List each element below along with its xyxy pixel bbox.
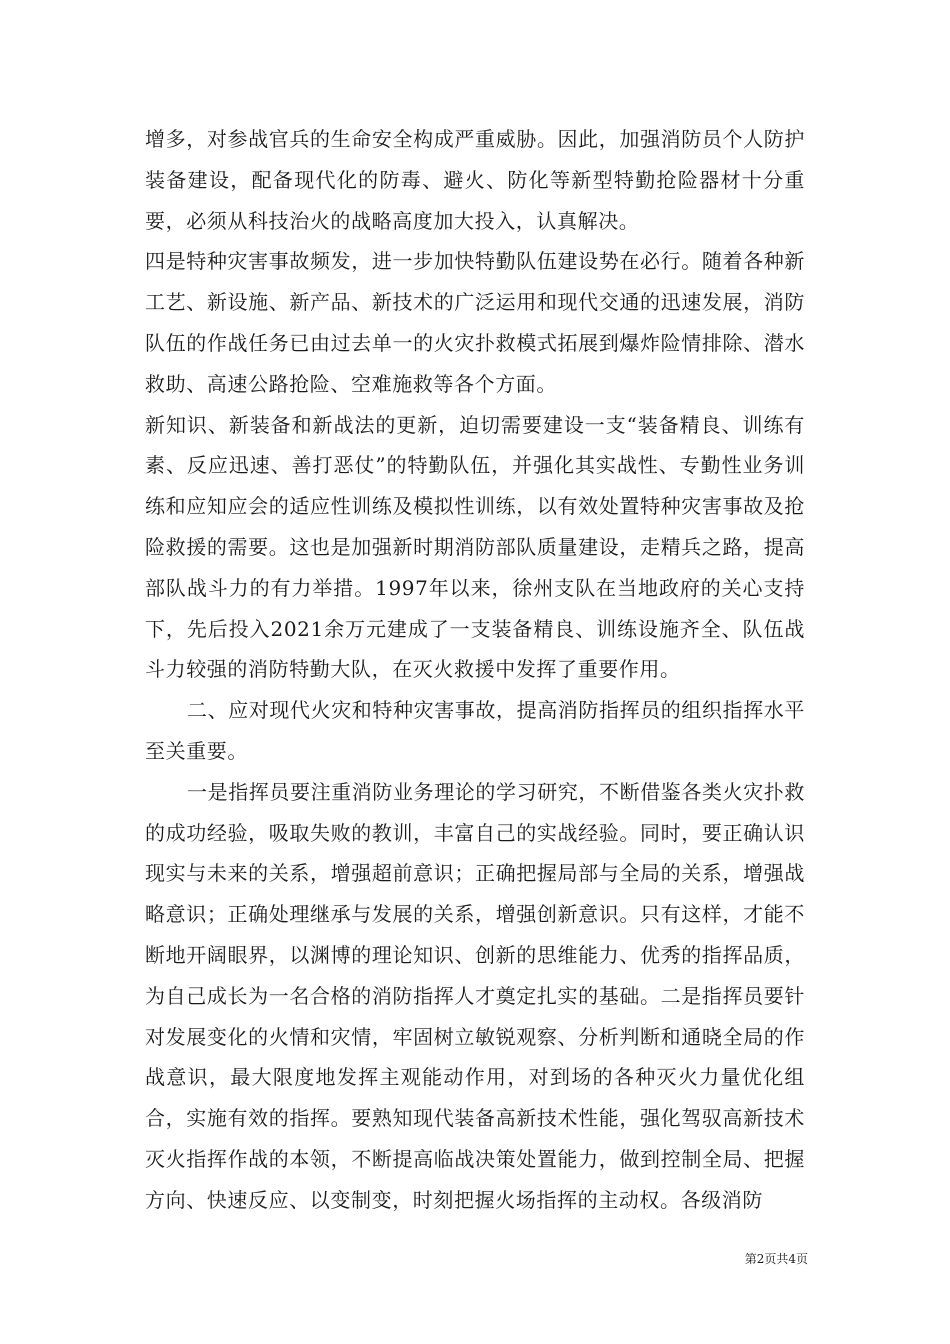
section-heading-2: 二、应对现代火灾和特种灾害事故，提高消防指挥员的组织指挥水平至关重要。 <box>145 698 805 763</box>
paragraph-2: 四是特种灾害事故频发，进一步加快特勤队伍建设势在必行。随着各种新工艺、新设施、新产品、新技术的广泛运用和现代交通的迅速发展，消防队伍的作战任务已由过去单一的火灾扑救模式拓展到爆炸险情排除、潜水救助、高速公路抢险、空难施救等各个方面。 <box>145 249 805 396</box>
document-body <box>145 119 805 1221</box>
paragraph-3: 新知识、新装备和新战法的更新，迫切需要建设一支“装备精良、训练有素、反应迅速、善打恶仗”的特勤队伍，并强化其实战性、专勤性业务训练和应知应会的适应性训练及模拟性训练，以有效处置特种灾害事故及抢险救援的需要。这也是加强新时期消防部队质量建设，走精兵之路，提高部队战斗力的有力举措。1997年以来，徐州支队在当地政府的关心支持下，先后投入2021余万元建成了一支装备精良、训练设施齐全、队伍战斗力较强的消防特勤大队，在灭火救援中发挥了重要作用。 <box>145 412 805 682</box>
paragraph-1: 增多，对参战官兵的生命安全构成严重威胁。因此，加强消防员个人防护装备建设，配备现代化的防毒、避火、防化等新型特勤抢险器材十分重要，必须从科技治火的战略高度加大投入，认真解决。 <box>145 127 805 233</box>
paragraph-5: 一是指挥员要注重消防业务理论的学习研究，不断借鉴各类火灾扑救的成功经验，吸取失败的教训，丰富自己的实战经验。同时，要正确认识现实与未来的关系，增强超前意识；正确把握局部与全局的关系，增强战略意识；正确处理继承与发展的关系，增强创新意识。只有这样，才能不断地开阔眼界，以渊博的理论知识、创新的思维能力、优秀的指挥品质，为自己成长为一名合格的消防指挥人才奠定扎实的基础。二是指挥员要针对发展变化的火情和灾情，牢固树立敏锐观察、分析判断和通晓全局的作战意识，最大限度地发挥主观能动作用，对到场的各种灭火力量优化组合，实施有效的指挥。要熟知现代装备高新技术性能，强化驾驭高新技术灭火指挥作战的本领，不断提高临战决策处置能力，做到控制全局、把握方向、快速反应、以变制变，时刻把握火场指挥的主动权。各级消防 <box>145 779 805 1212</box>
page-number-footer: 第2页共4页 <box>744 1252 808 1266</box>
